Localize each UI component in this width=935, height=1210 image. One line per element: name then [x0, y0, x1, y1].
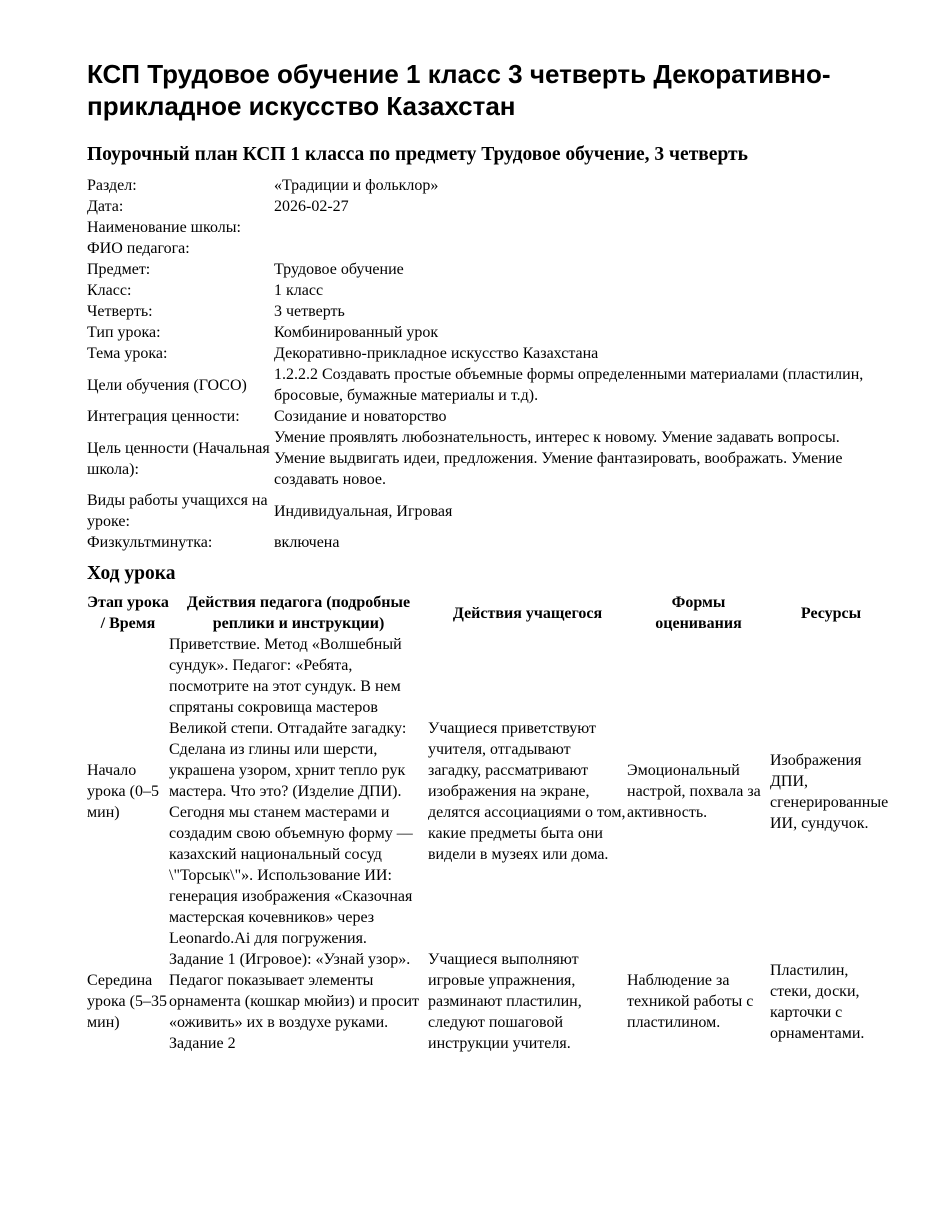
lesson-flow-table	[87, 592, 892, 1054]
info-label: Дата:	[87, 198, 124, 215]
info-value	[274, 217, 874, 238]
lesson-info-table	[87, 175, 874, 553]
info-label: Цели обучения (ГОСО)	[87, 376, 247, 394]
header-student-actions: Действия учащегося	[452, 604, 603, 622]
info-row	[87, 217, 874, 238]
info-label: Интеграция ценности:	[87, 408, 240, 425]
info-value: 3 четверть	[274, 303, 345, 320]
cell-student: Учащиеся выполняют игровые упражнения, разминают пластилин, следуют пошаговой инструкции учителя.	[428, 951, 582, 1052]
info-value: включена	[274, 534, 340, 551]
cell-assessment: Эмоциональный настрой, похвала за активность.	[627, 762, 761, 821]
info-label: Раздел:	[87, 177, 137, 194]
info-row	[87, 280, 874, 301]
table-row	[87, 634, 892, 949]
info-label: Четверть:	[87, 303, 153, 320]
document-page	[87, 58, 892, 1054]
info-row	[87, 532, 874, 553]
header-teacher-actions: Действия педагога (подробные реплики и инструкции)	[186, 594, 411, 632]
info-label: Класс:	[87, 282, 132, 299]
info-label: Тема урока:	[87, 345, 168, 362]
info-row	[87, 490, 874, 532]
info-label: Виды работы учащихся на уроке:	[87, 492, 268, 530]
cell-teacher: Задание 1 (Игровое): «Узнай узор». Педагог показывает элементы орнамента (кошкар мюйиз) и просит «оживить» их в воздухе руками. Задание 2	[169, 951, 420, 1052]
document-title: КСП Трудовое обучение 1 класс 3 четверть Декоративно-прикладное искусство Казахстан	[87, 59, 831, 121]
info-value: Индивидуальная, Игровая	[274, 502, 453, 520]
section-heading: Ход урока	[87, 563, 176, 584]
info-value: Созидание и новаторство	[274, 408, 447, 425]
info-row	[87, 175, 874, 196]
info-value	[274, 238, 874, 259]
header-assessment: Формы оценивания	[655, 594, 742, 632]
header-stage: Этап урока / Время	[87, 594, 169, 632]
info-value: 2026-02-27	[274, 198, 349, 215]
cell-student: Учащиеся приветствуют учителя, отгадывают загадку, рассматривают изображения на экране, делятся ассоциациями о том, какие предметы быта они видели в музеях или дома.	[428, 720, 626, 863]
info-row	[87, 322, 874, 343]
table-header-row	[87, 592, 892, 634]
info-row	[87, 364, 874, 406]
info-label: Цель ценности (Начальная школа):	[87, 439, 270, 478]
info-label: Тип урока:	[87, 324, 161, 341]
cell-resources: Изображения ДПИ, сгенерированные ИИ, сундучок.	[770, 751, 889, 832]
info-value: Комбинированный урок	[274, 324, 439, 341]
info-label: ФИО педагога:	[87, 240, 190, 257]
cell-assessment: Наблюдение за техникой работы с пластилином.	[627, 972, 754, 1031]
cell-stage: Начало урока (0–5 мин)	[87, 762, 159, 821]
table-row	[87, 949, 892, 1054]
info-row	[87, 427, 874, 490]
info-value: «Традиции и фольклор»	[274, 177, 439, 194]
info-value: Декоративно-прикладное искусство Казахстана	[274, 345, 599, 362]
info-row	[87, 301, 874, 322]
header-resources: Ресурсы	[800, 604, 862, 622]
info-label: Физкультминутка:	[87, 534, 213, 551]
cell-teacher: Приветствие. Метод «Волшебный сундук». Педагог: «Ребята, посмотрите на этот сундук. В нем спрятаны сокровища мастеров Великой степи. Отгадайте загадку: Сделана из глины или шерсти, украшена узором, хрнит тепло рук мастера. Что это? (Изделие ДПИ). Сегодня мы станем мастерами и создадим свою объемную форму — казахский национальный сосуд \"Торсык\"». Использование ИИ: генерация изображения «Сказочная мастерская кочевников» через Leonardo.Ai для погружения.	[169, 636, 413, 947]
info-label: Наименование школы:	[87, 219, 241, 236]
info-row	[87, 259, 874, 280]
info-row	[87, 238, 874, 259]
cell-stage: Середина урока (5–35 мин)	[87, 972, 167, 1031]
info-row	[87, 406, 874, 427]
info-value: 1 класс	[274, 282, 324, 299]
info-label: Предмет:	[87, 261, 151, 278]
plan-subtitle: Поурочный план КСП 1 класса по предмету Трудовое обучение, 3 четверть	[87, 144, 748, 165]
info-value: Трудовое обучение	[274, 261, 404, 278]
info-row	[87, 343, 874, 364]
info-row	[87, 196, 874, 217]
cell-resources: Пластилин, стеки, доски, карточки с орнаментами.	[770, 961, 865, 1042]
info-value: Умение проявлять любознательность, интерес к новому. Умение задавать вопросы. Умение выдвигать идеи, предложения. Умение фантазировать, воображать. Умение создавать новое.	[274, 429, 843, 488]
info-value: 1.2.2.2 Создавать простые объемные формы определенными материалами (пластилин, бросовые, бумажные материалы и т.д).	[274, 366, 864, 404]
